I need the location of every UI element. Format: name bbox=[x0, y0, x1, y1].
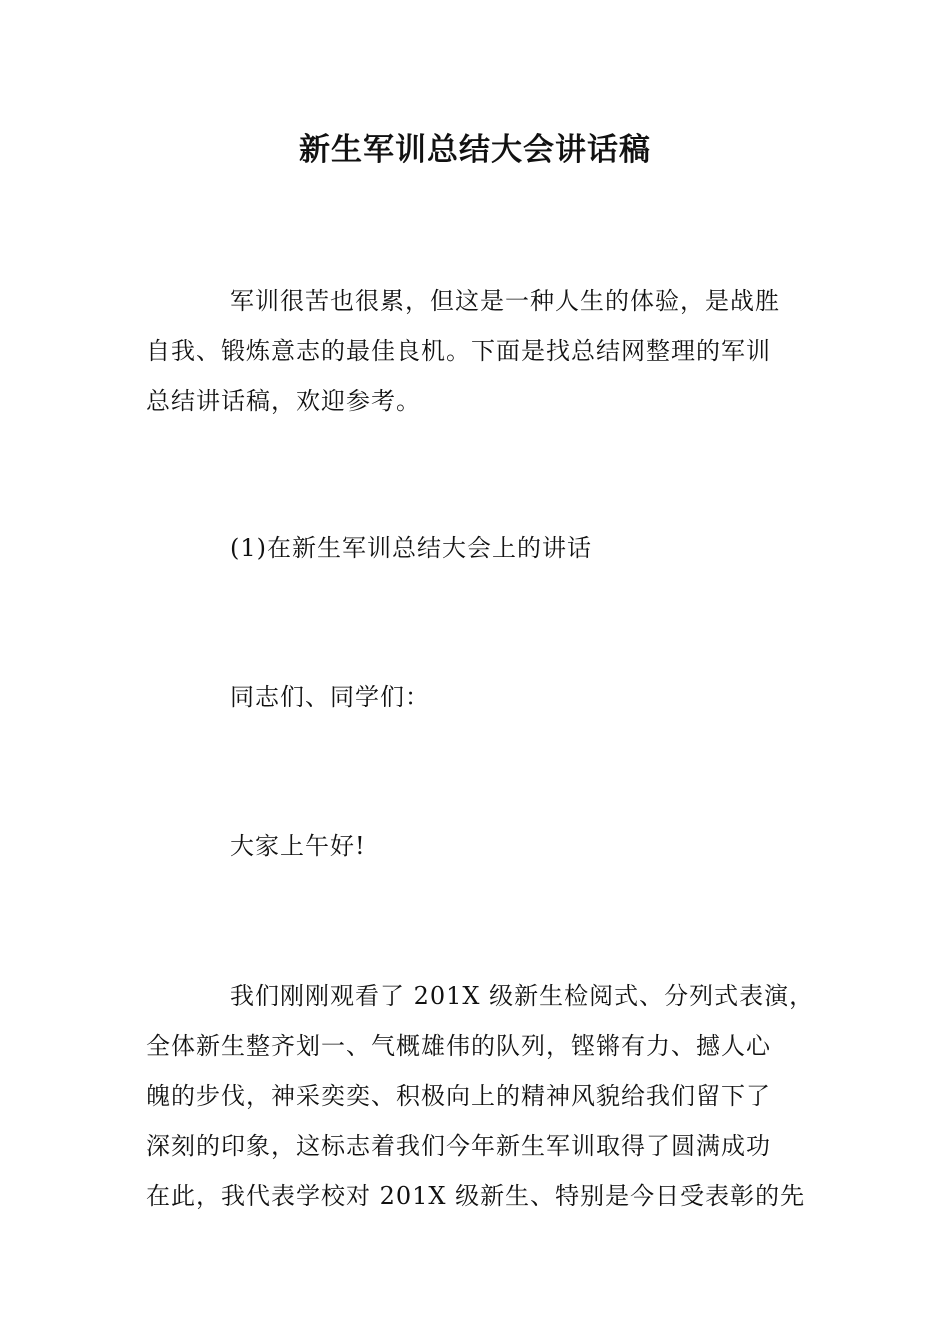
body-line: 魄的步伐，神采奕奕、积极向上的精神风貌给我们留下了 bbox=[146, 1082, 771, 1110]
salutation: 同志们、同学们： bbox=[230, 683, 430, 711]
intro-line: 军训很苦也很累，但这是一种人生的体验，是战胜 bbox=[230, 287, 780, 315]
intro-paragraph bbox=[146, 276, 808, 426]
body-line: 全体新生整齐划一、气概雄伟的队列，铿锵有力、撼人心 bbox=[146, 1032, 771, 1060]
greeting: 大家上午好! bbox=[230, 832, 366, 860]
intro-line: 总结讲话稿，欢迎参考。 bbox=[146, 387, 421, 415]
section-heading: (1)在新生军训总结大会上的讲话 bbox=[230, 534, 592, 562]
body-paragraph bbox=[146, 971, 815, 1221]
body-line: 在此，我代表学校对 201X 级新生、特别是今日受表彰的先 bbox=[146, 1182, 806, 1210]
body-line: 深刻的印象，这标志着我们今年新生军训取得了圆满成功 bbox=[146, 1132, 771, 1160]
intro-line: 自我、锻炼意志的最佳良机。下面是找总结网整理的军训 bbox=[146, 337, 771, 365]
document-title: 新生军训总结大会讲话稿 bbox=[299, 132, 651, 168]
body-line: 我们刚刚观看了 201X 级新生检阅式、分列式表演， bbox=[230, 982, 815, 1010]
